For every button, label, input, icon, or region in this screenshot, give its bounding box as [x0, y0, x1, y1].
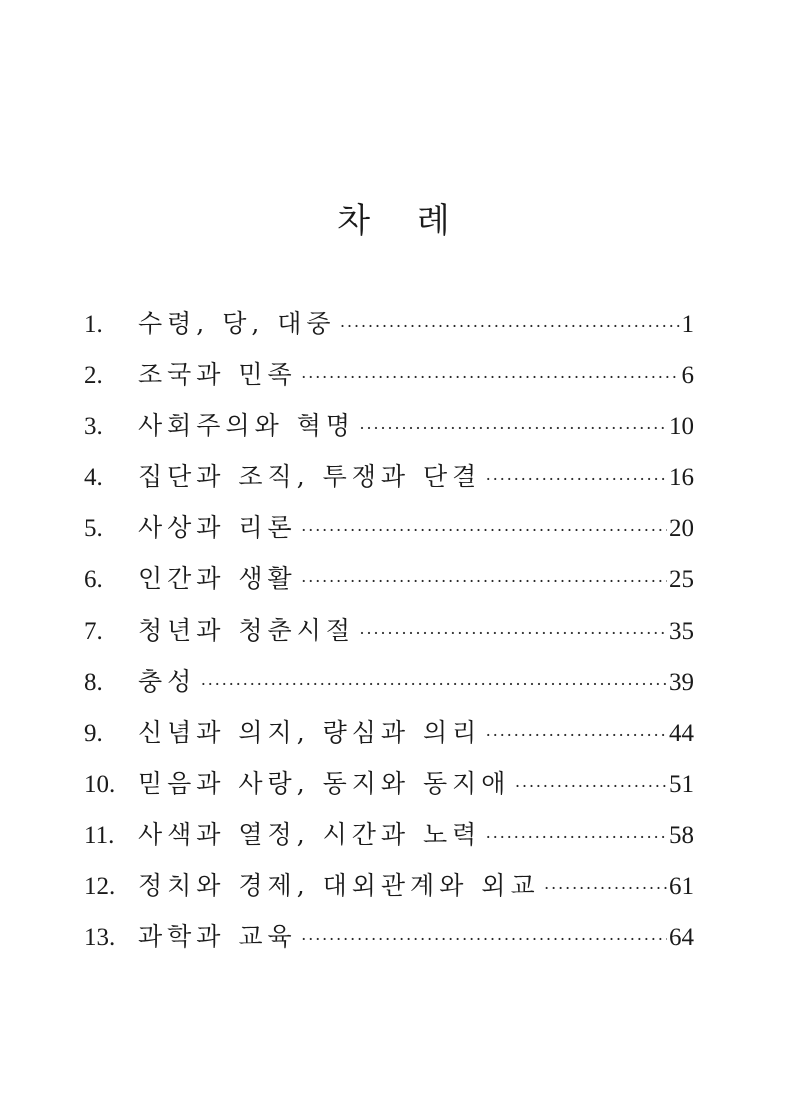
toc-entry-page: 61 — [669, 873, 694, 901]
dot-leader — [340, 301, 680, 349]
toc-entry-number: 4. — [84, 464, 103, 492]
dot-leader — [359, 608, 667, 656]
toc-entry-page: 10 — [669, 413, 694, 441]
dot-leader — [200, 659, 667, 707]
toc-entry-number: 8. — [84, 668, 103, 696]
toc-entry[interactable] — [84, 451, 694, 502]
toc-entry-title: 믿음과 사랑, 동지와 동지애 — [138, 768, 511, 798]
dot-leader — [514, 761, 667, 809]
toc-entry-number: 11. — [84, 821, 115, 849]
toc-entry-page: 20 — [669, 515, 694, 543]
toc-entry-number: 3. — [84, 413, 103, 441]
toc-entry[interactable] — [84, 400, 694, 451]
toc-entry[interactable] — [84, 605, 694, 656]
toc-entry-title: 수령, 당, 대중 — [138, 309, 336, 338]
toc-entry-number: 2. — [84, 362, 103, 390]
toc-entry-page: 1 — [681, 311, 694, 338]
toc-entry-title: 과학과 교육 — [138, 922, 297, 952]
toc-entry-number: 7. — [84, 617, 103, 645]
dot-leader — [301, 352, 680, 400]
dot-leader — [359, 403, 667, 451]
dot-leader — [301, 556, 667, 604]
toc-entry-page: 39 — [669, 668, 694, 696]
toc-entry-page: 6 — [681, 362, 694, 390]
toc-entry-title: 정치와 경제, 대외관계와 외교 — [138, 871, 540, 901]
toc-entry-page: 58 — [669, 821, 694, 849]
toc-entry-title: 집단과 조직, 투쟁과 단결 — [138, 462, 482, 492]
dot-leader — [301, 505, 667, 553]
toc-entry-title: 충성 — [138, 666, 197, 696]
toc-entry-page: 64 — [669, 924, 694, 952]
toc-entry[interactable] — [84, 758, 694, 809]
toc-entry-number: 10. — [84, 770, 116, 798]
toc-entry-page: 16 — [669, 464, 694, 492]
dot-leader — [485, 710, 667, 758]
toc-entry-title: 사색과 열정, 시간과 노력 — [138, 819, 482, 849]
toc-entry[interactable] — [84, 298, 694, 349]
page-title: 차 례 — [337, 201, 468, 241]
toc-entry-page: 35 — [669, 617, 694, 645]
toc-entry-number: 12. — [84, 873, 116, 901]
toc-entry-page: 44 — [669, 719, 694, 747]
toc-entry-number: 9. — [84, 719, 103, 747]
toc-entry-title: 청년과 청춘시절 — [138, 615, 355, 645]
toc-entry-number: 6. — [84, 566, 103, 594]
toc-entry[interactable] — [84, 553, 694, 604]
toc-entry[interactable] — [84, 656, 694, 707]
toc-entry-title: 신념과 의지, 량심과 의리 — [138, 717, 482, 747]
dot-leader — [301, 914, 667, 962]
table-of-contents — [84, 298, 694, 962]
toc-entry[interactable] — [84, 860, 694, 911]
toc-entry[interactable] — [84, 809, 694, 860]
toc-entry[interactable] — [84, 502, 694, 553]
toc-entry[interactable] — [84, 911, 694, 962]
toc-entry[interactable] — [84, 349, 694, 400]
toc-entry-number: 13. — [84, 924, 116, 952]
toc-entry-number: 1. — [84, 311, 103, 338]
toc-entry-title: 인간과 생활 — [138, 564, 297, 594]
dot-leader — [485, 454, 667, 502]
toc-entry-number: 5. — [84, 515, 103, 543]
toc-entry-page: 25 — [669, 566, 694, 594]
toc-entry-title: 사회주의와 혁명 — [138, 411, 355, 441]
dot-leader — [485, 812, 667, 860]
dot-leader — [544, 863, 667, 911]
toc-entry[interactable] — [84, 707, 694, 758]
toc-entry-title: 사상과 리론 — [138, 513, 297, 543]
toc-entry-title: 조국과 민족 — [138, 360, 297, 390]
toc-entry-page: 51 — [669, 770, 694, 798]
